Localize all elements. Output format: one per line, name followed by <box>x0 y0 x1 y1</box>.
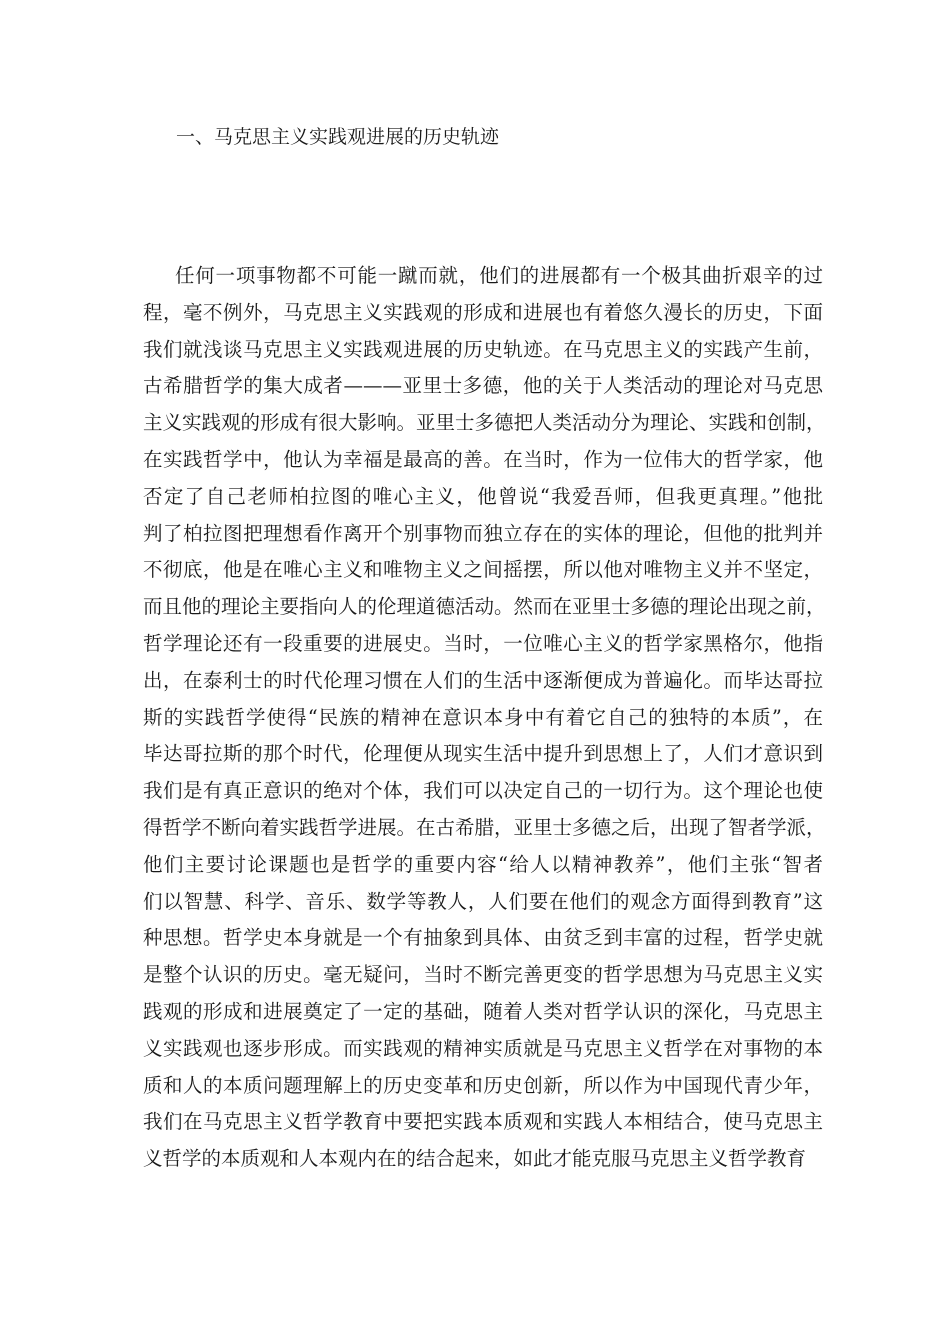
paragraph-line: 践观的形成和进展奠定了一定的基础，随着人类对哲学认识的深化，马克思主 <box>143 999 823 1023</box>
paragraph-line: 种思想。哲学史本身就是一个有抽象到具体、由贫乏到丰富的过程，哲学史就 <box>143 926 823 950</box>
paragraph-line: 程，毫不例外，马克思主义实践观的形成和进展也有着悠久漫长的历史，下面 <box>143 300 823 324</box>
paragraph-line: 出，在泰利士的时代伦理习惯在人们的生活中逐渐便成为普遍化。而毕达哥拉 <box>143 668 823 692</box>
paragraph-line: 我们在马克思主义哲学教育中要把实践本质观和实践人本相结合，使马克思主 <box>143 1110 823 1134</box>
paragraph-line: 义实践观也逐步形成。而实践观的精神实质就是马克思主义哲学在对事物的本 <box>143 1036 823 1060</box>
paragraph-line: 古希腊哲学的集大成者———亚里士多德，他的关于人类活动的理论对马克思 <box>143 374 823 398</box>
paragraph-line: 而且他的理论主要指向人的伦理道德活动。然而在亚里士多德的理论出现之前， <box>143 595 826 619</box>
paragraph-line: 哲学理论还有一段重要的进展史。当时，一位唯心主义的哲学家黑格尔，他指 <box>143 631 823 655</box>
paragraph-line: 判了柏拉图把理想看作离开个别事物而独立存在的实体的理论，但他的批判并 <box>143 521 823 545</box>
paragraph-line: 斯的实践哲学使得“民族的精神在意识本身中有着它自己的独特的本质”，在 <box>143 705 823 729</box>
paragraph-line: 我们是有真正意识的绝对个体，我们可以决定自己的一切行为。这个理论也使 <box>143 779 823 803</box>
paragraph-line: 是整个认识的历史。毫无疑问，当时不断完善更变的哲学思想为马克思主义实 <box>143 963 823 987</box>
paragraph-line: 毕达哥拉斯的那个时代，伦理便从现实生活中提升到思想上了，人们才意识到 <box>143 742 823 766</box>
paragraph-line: 我们就浅谈马克思主义实践观进展的历史轨迹。在马克思主义的实践产生前， <box>143 337 823 361</box>
paragraph-line: 在实践哲学中，他认为幸福是最高的善。在当时，作为一位伟大的哲学家，他 <box>143 447 823 471</box>
paragraph-line: 不彻底，他是在唯心主义和唯物主义之间摇摆，所以他对唯物主义并不坚定， <box>143 558 823 582</box>
paragraph-line: 任何一项事物都不可能一蹴而就，他们的进展都有一个极其曲折艰辛的过 <box>175 264 823 287</box>
body-paragraph <box>143 258 826 1178</box>
paragraph-line: 主义实践观的形成有很大影响。亚里士多德把人类活动分为理论、实践和创制， <box>143 411 826 435</box>
paragraph-line: 义哲学的本质观和人本观内在的结合起来，如此才能克服马克思主义哲学教育 <box>143 1147 807 1171</box>
paragraph-line: 否定了自己老师柏拉图的唯心主义，他曾说“我爱吾师，但我更真理。”他批 <box>143 484 823 508</box>
paragraph-line: 得哲学不断向着实践哲学进展。在古希腊，亚里士多德之后，出现了智者学派， <box>143 815 826 839</box>
paragraph-line: 们以智慧、科学、音乐、数学等教人，人们要在他们的观念方面得到教育”这 <box>143 889 823 913</box>
paragraph-line: 他们主要讨论课题也是哲学的重要内容“给人以精神教养”，他们主张“智者 <box>143 852 823 876</box>
paragraph-line: 质和人的本质问题理解上的历史变革和历史创新，所以作为中国现代青少年， <box>143 1073 823 1097</box>
section-heading: 一、马克思主义实践观进展的历史轨迹 <box>176 126 500 148</box>
